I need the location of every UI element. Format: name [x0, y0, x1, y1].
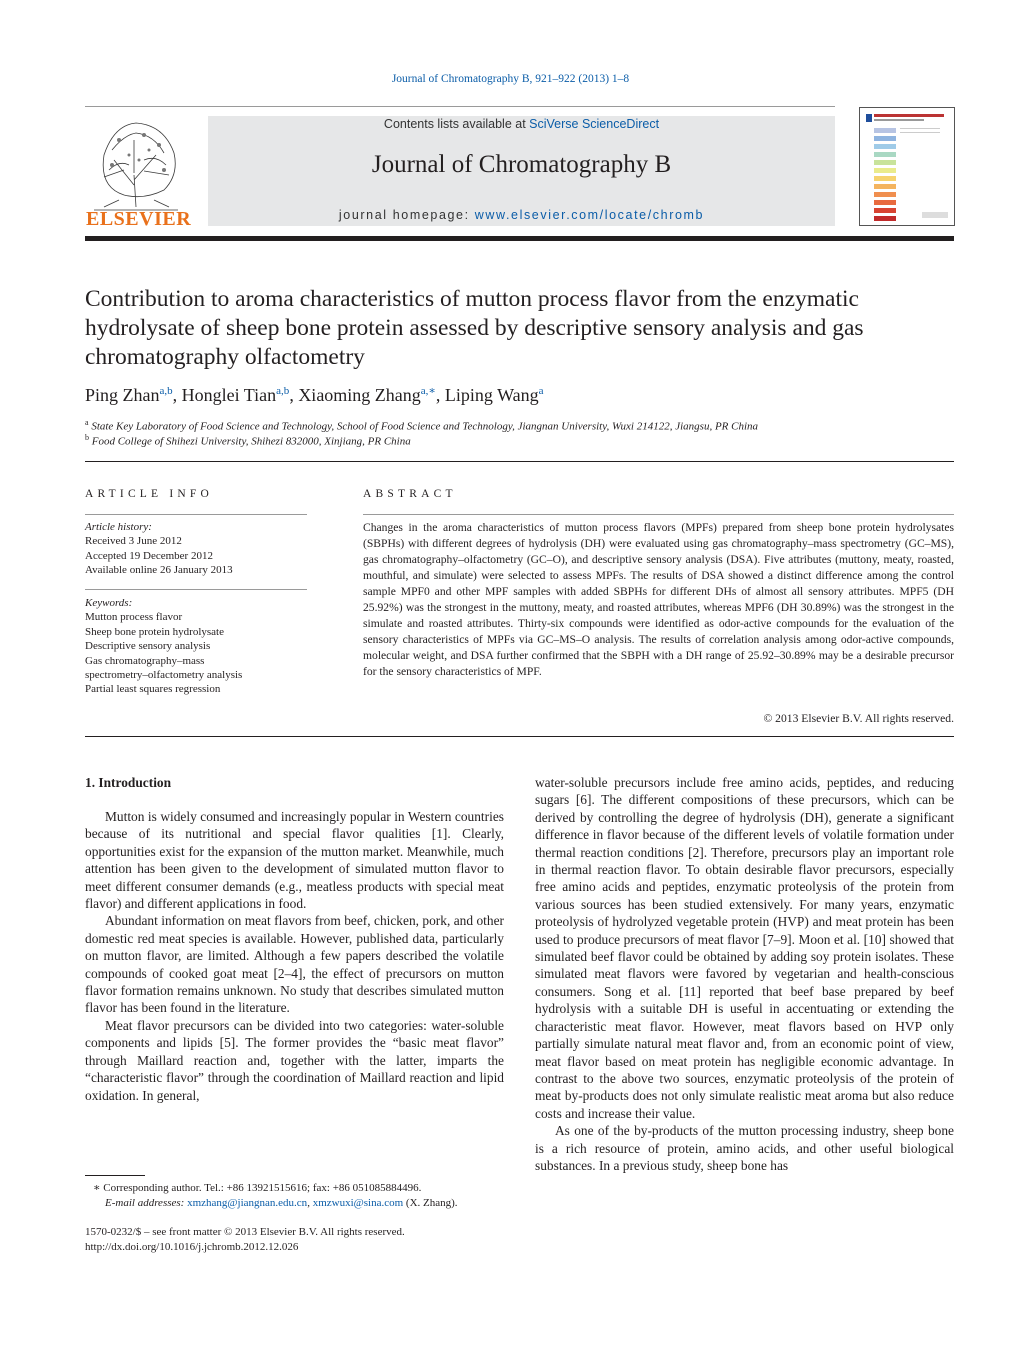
author-affiliation-mark[interactable]: a,b — [276, 385, 290, 397]
email-addresses: E-mail addresses: xmzhang@jiangnan.edu.cn, xmzwuxi@sina.com (X. Zhang). — [105, 1197, 458, 1209]
elsevier-wordmark: ELSEVIER — [86, 208, 192, 230]
affiliation-divider — [85, 461, 954, 462]
footnote-rule — [85, 1175, 145, 1176]
keywords-rule — [85, 589, 307, 590]
intro-paragraph: Meat flavor precursors can be divided into two categories: water-soluble components and lipids [5]. The former provides the “basic meat flavor” through Maillard reaction and, together with the latter, imparts the “characteristic flavor” through the coordination of Maillard reaction and lipid oxidation. In general, — [85, 1017, 504, 1103]
affiliation-mark: b — [85, 433, 89, 442]
keywords-label: Keywords: — [85, 597, 133, 609]
author-name[interactable]: Xiaoming Zhang — [298, 385, 421, 405]
doi-link[interactable]: http://dx.doi.org/10.1016/j.jchromb.2012.12.026 — [85, 1241, 299, 1253]
left-column — [85, 808, 504, 1104]
corresponding-author-note: ∗ Corresponding author. Tel.: +86 13921515616; fax: +86 051085884496. — [93, 1182, 422, 1194]
keyword: Partial least squares regression — [85, 683, 221, 696]
author-affiliation-mark[interactable]: a,∗ — [420, 385, 436, 397]
received-date: Received 3 June 2012 — [85, 535, 182, 548]
author-name[interactable]: Liping Wang — [444, 385, 539, 405]
author-name[interactable]: Honglei Tian — [181, 385, 277, 405]
email-link[interactable]: xmzhang@jiangnan.edu.cn — [187, 1197, 308, 1209]
homepage-line — [208, 208, 835, 222]
journal-cover-thumbnail — [859, 107, 955, 226]
abstract-rule — [363, 514, 954, 515]
author-affiliation-mark[interactable]: a,b — [159, 385, 173, 397]
email-link[interactable]: xmzwuxi@sina.com — [312, 1197, 404, 1209]
affiliation-a — [85, 418, 758, 433]
intro-paragraph: As one of the by-products of the mutton processing industry, sheep bone is a rich resource of protein, amino acids, and other useful biological substances. In a previous study, sheep bone has — [535, 1123, 954, 1173]
contents-line — [208, 117, 835, 131]
copyright-notice: © 2013 Elsevier B.V. All rights reserved. — [763, 712, 954, 725]
author-name[interactable]: Ping Zhan — [85, 385, 160, 405]
author-affiliation-mark[interactable]: a — [538, 385, 544, 397]
journal-reference[interactable]: Journal of Chromatography B, 921–922 (2013) 1–8 — [391, 73, 630, 85]
contents-prefix: Contents lists available at — [383, 117, 530, 131]
keywords-block — [85, 596, 242, 697]
email-label: E-mail addresses: — [105, 1197, 188, 1209]
header-top-rule — [85, 106, 835, 107]
introduction-heading: 1. Introduction — [85, 775, 172, 790]
affiliation-b — [85, 433, 411, 448]
article-info-rule — [85, 514, 307, 515]
intro-paragraph: Abundant information on meat flavors from beef, chicken, pork, and other domestic red meat species is available. However, published data, particularly on mutton flavor, are limited. Although a few papers described the volatile compounds of cooked goat meat [2–4], the effect of precursors on mutton flavor formation remains unknown. No study that describes simulated mutton flavor has been found in the literature. — [85, 913, 504, 1016]
abstract-divider — [85, 736, 954, 737]
email-suffix: (X. Zhang). — [403, 1197, 458, 1209]
header-thick-rule — [85, 236, 954, 241]
intro-paragraph: Mutton is widely consumed and increasingly popular in Western countries because of its nutritional and special flavor qualities [1]. Clearly, opportunities exist for the expansion of the mutton market. Meanwhile, much attention has been given to the development of simulated mutton flavor to meet different consumer demands (e.g., meatless products with special meat flavor) and different applications in food. — [85, 809, 504, 912]
homepage-link[interactable]: www.elsevier.com/locate/chromb — [474, 208, 705, 222]
article-history — [85, 520, 233, 578]
author-list: Ping Zhan$^{a,b}$, Honglei Tian$^{a,b}$, Xiaoming Zhang$^{a,∗}$, Liping Wang$^a$ — [85, 385, 544, 405]
keyword: Sheep bone protein hydrolysate — [85, 625, 224, 638]
article-info-heading: ARTICLE INFO — [85, 488, 213, 500]
keyword: Mutton process flavor — [85, 611, 183, 624]
keyword: spectrometry–olfactometry analysis — [85, 669, 243, 682]
abstract-heading: ABSTRACT — [363, 488, 457, 500]
journal-title: Journal of Chromatography B — [371, 151, 672, 178]
intro-paragraph: water-soluble precursors include free amino acids, peptides, and reducing sugars [6]. The different compositions of these precursors, which can be derived by controlling the degree of hydrolysis (DH), generate a significant difference in flavor because of the different levels of volatile formation under thermal reaction conditions [2]. Therefore, precursors play an important role in thermal reaction flavor. To obtain desirable flavor precursors, especially free amino acids and peptides, enzymatic proteolysis of the protein from various sources has been studied extensively. For many years, enzymatic proteolysis of hydrolyzed vegetable protein (HVP) and meat protein has been used to produce precursors of meat flavor [7–9]. Moon et al. [10] showed that simulated beef flavor could be obtained by adding soy protein isolates. These simulated meat flavors were favored by vegetarian and health-conscious consumers. Song et al. [11] reported that beef base prepared by beef hydrolysis with a suitable DH is useful in accentuating or extending the characteristic meat flavor. However, meat flavors based on HVP only partially simulate natural meat flavor and, from an economic point of view, meat flavor based on meat protein has negligible economic advantage. In contrast to the above two sources, enzymatic proteolysis of the protein of meat by-products does not only simulate realistic meat aroma but also reduce costs and increase their value. — [535, 775, 954, 1121]
accepted-date: Accepted 19 December 2012 — [85, 549, 213, 562]
abstract-text: Changes in the aroma characteristics of mutton process flavors (MPFs) prepared from sheep bone protein hydrolysates (SBPHs) with different degrees of hydrolysis (DH) were evaluated using gas chromatography–mass spectrometry (GC–MS), gas chromatography–olfactometry (GC–O), and descriptive sensory analysis (DSA). Five attributes (muttony, meaty, roasted, mouthful, and simulate) were selected to assess MPFs. The results of DSA showed a distinct difference among the control sample MPF0 and other MPF samples with added SBPHs for different DHs of almost all sensory attributes. MPF5 (DH 25.92%) was the strongest in the muttony, meaty, and roasted attributes, whereas MPF6 (DH 30.89%) was the strongest in the simulate and roasted attributes. Thirty-six compounds were identified as odor-active compounds for the evaluation of the sensory characteristics of MPFs via GC–MS–O analysis. The results of correlation analysis among odor-active compounds, molecular weight, and DSA further confirmed that the SBPH with a DH range of 25.92–30.89% may be a desirable precursor for the sensory characteristics of MPF. — [363, 521, 954, 678]
keyword: Gas chromatography–mass — [85, 654, 205, 667]
keyword: Descriptive sensory analysis — [85, 640, 211, 653]
online-date: Available online 26 January 2013 — [85, 564, 233, 577]
right-column — [535, 774, 954, 1174]
affiliation-mark: a — [85, 418, 89, 427]
issn-line: 1570-0232/$ – see front matter © 2013 Elsevier B.V. All rights reserved. — [85, 1226, 405, 1238]
affiliation-text: Food College of Shihezi University, Shihezi 832000, Xinjiang, PR China — [91, 435, 411, 448]
sciencedirect-link[interactable]: SciVerse ScienceDirect — [529, 117, 660, 131]
history-label: Article history: — [85, 521, 152, 533]
article-title: Contribution to aroma characteristics of mutton process flavor from the enzymatic hydrolysate of sheep bone protein assessed by descriptive sensory analysis and gas chromatography olfactometry — [85, 286, 864, 370]
affiliation-text: State Key Laboratory of Food Science and Technology, School of Food Science and Technology, Jiangnan University, Wuxi 214122, Jiangsu, PR China — [91, 420, 759, 433]
homepage-prefix: journal homepage: — [338, 208, 475, 222]
